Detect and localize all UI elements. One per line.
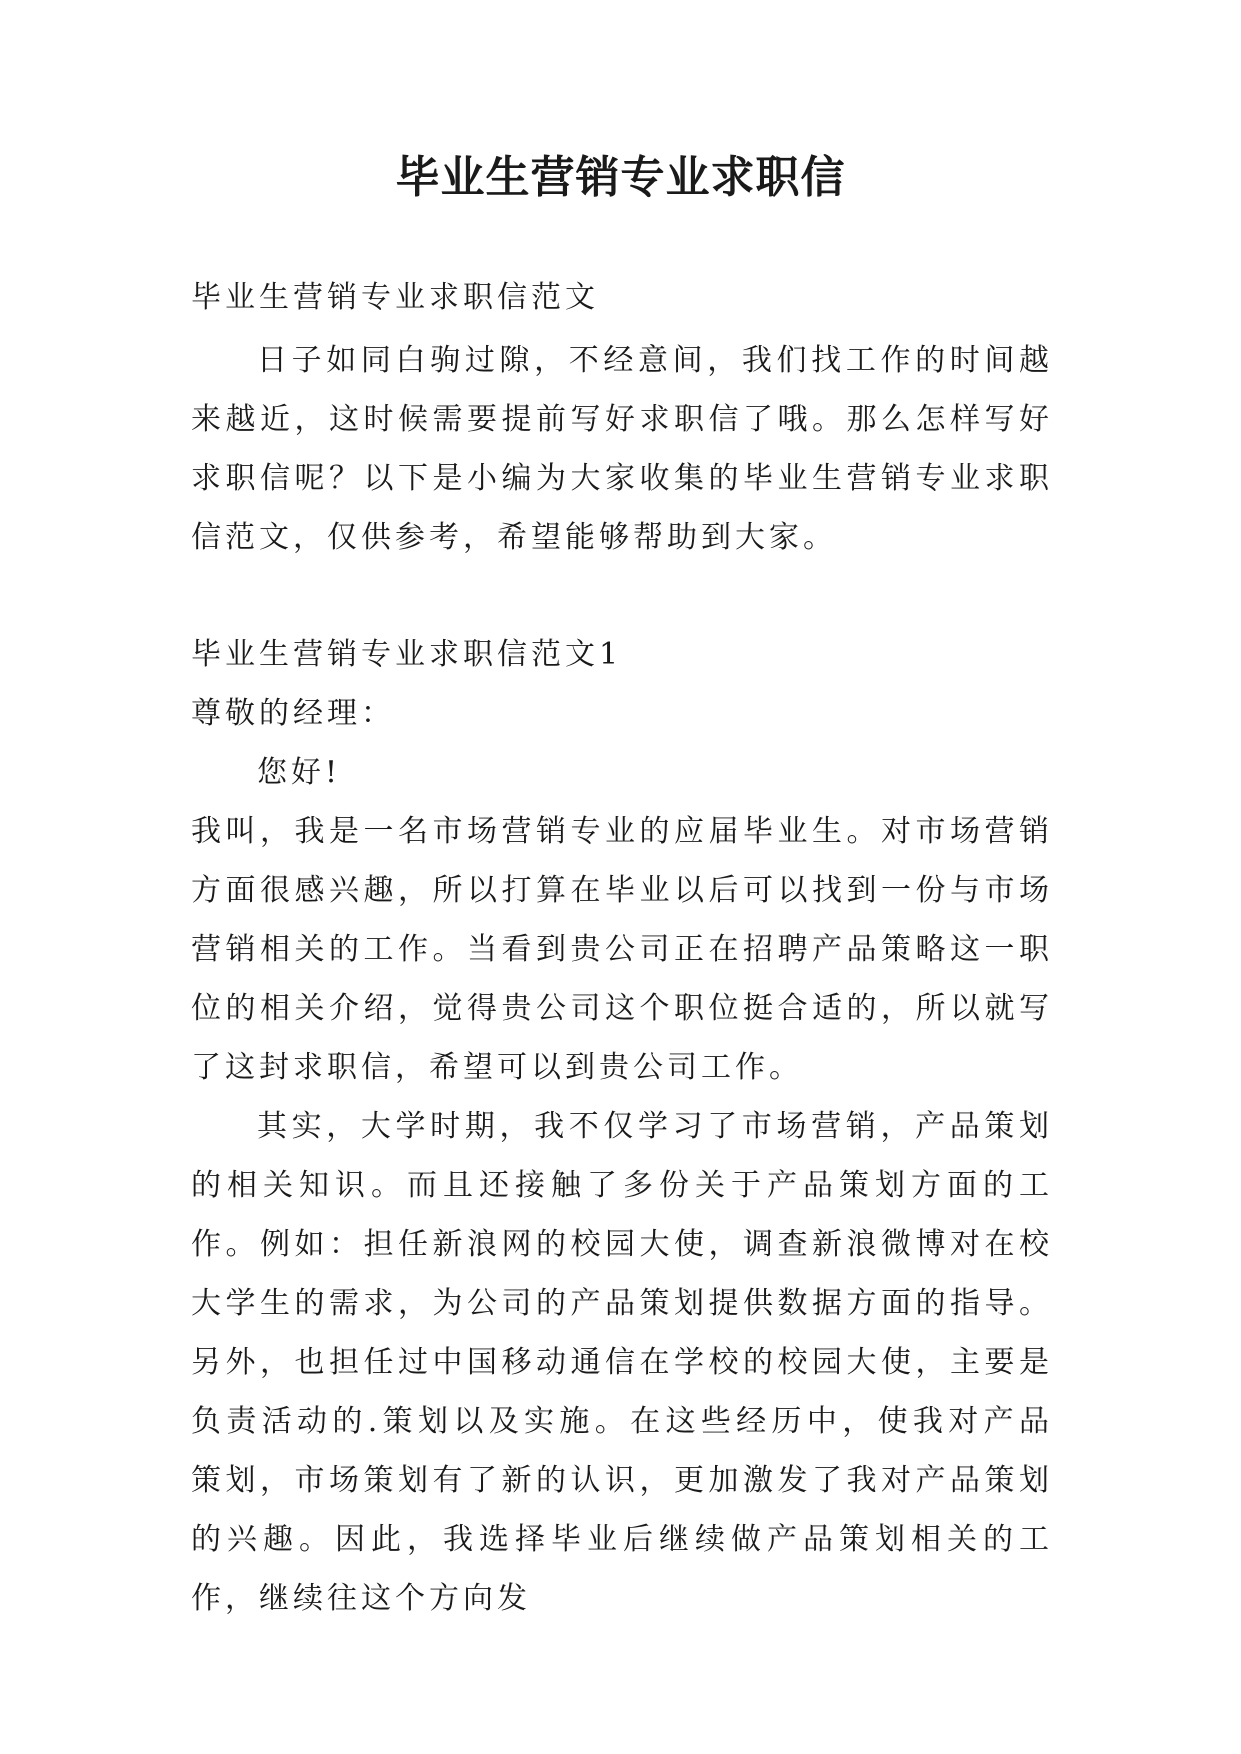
section-heading: 毕业生营销专业求职信范文1 — [191, 637, 623, 672]
document-title: 毕业生营销专业求职信 — [395, 152, 846, 203]
intro-paragraph: 日子如同白驹过隙，不经意间，我们找工作的时间越来越近，这时候需要提前写好求职信了哦。那么怎样写好求职信呢？以下是小编为大家收集的毕业生营销专业求职信范文，仅供参考，希望能够帮助到大家。 — [191, 343, 1053, 555]
greeting: 您好! — [257, 755, 342, 790]
body-paragraph-2: 其实，大学时期，我不仅学习了市场营销，产品策划的相关知识。而且还接触了多份关于产品策划方面的工作。例如：担任新浪网的校园大使，调查新浪微博对在校大学生的需求，为公司的产品策划提供数据方面的指导。另外，也担任过中国移动通信在学校的校园大使，主要是负责活动的.策划以及实施。在这些经历中，使我对产品策划，市场策划有了新的认识，更加激发了我对产品策划的兴趣。因此，我选择毕业后继续做产品策划相关的工作，继续往这个方向发 — [191, 1109, 1053, 1616]
salutation: 尊敬的经理： — [191, 696, 395, 731]
body-paragraph-1: 我叫，我是一名市场营销专业的应届毕业生。对市场营销方面很感兴趣，所以打算在毕业以后可以找到一份与市场营销相关的工作。当看到贵公司正在招聘产品策略这一职位的相关介绍，觉得贵公司这个职位挺合适的，所以就写了这封求职信，希望可以到贵公司工作。 — [191, 814, 1053, 1085]
document-subtitle: 毕业生营销专业求职信范文 — [191, 280, 599, 315]
